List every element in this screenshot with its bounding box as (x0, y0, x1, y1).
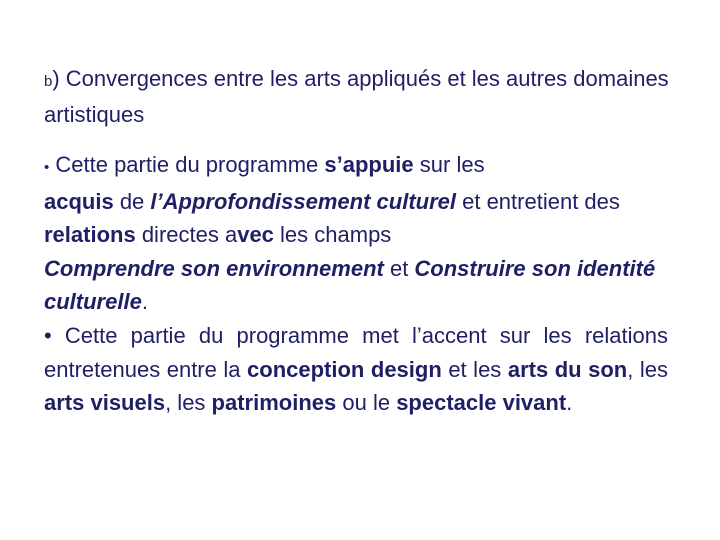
text-segment: . (141, 289, 148, 315)
emphasis-segment: acquis (44, 188, 114, 214)
text-segment: , les (627, 356, 668, 382)
text-segment: • Cette partie du programme met l’accent sur les relations entretenues entre la (44, 322, 668, 382)
emphasis-segment: s’appuie (324, 152, 414, 177)
text-segment: . (566, 390, 573, 416)
text-segment: directes a (135, 222, 238, 248)
section-heading (44, 62, 684, 131)
text-segment: et (383, 255, 415, 281)
emphasis-segment: spectacle vivant (396, 390, 567, 416)
emphasis-segment: Construire son identité culturelle (44, 255, 656, 315)
heading-text: ) Convergences entre les arts appliqués et les autres domaines artistiques (44, 66, 669, 127)
bullet-paragraph-2 (44, 319, 668, 420)
emphasis-segment: arts du son (507, 356, 628, 382)
content-body (44, 148, 668, 420)
text-segment: de (113, 188, 151, 214)
bullet-paragraph-1 (44, 148, 668, 319)
emphasis-segment: conception design (247, 356, 442, 382)
text-segment: ou le (336, 390, 397, 416)
emphasis-segment: Comprendre son environnement (44, 255, 384, 281)
heading-letter: b (44, 73, 53, 90)
text-segment: sur les (413, 152, 485, 177)
text-segment: , les (165, 390, 212, 416)
bullet-marker: • (44, 159, 50, 176)
emphasis-segment: patrimoines (211, 390, 337, 416)
emphasis-segment: relations (44, 222, 136, 248)
emphasis-segment: arts visuels (44, 390, 166, 416)
text-segment: les champs (273, 222, 392, 248)
emphasis-segment: l’Approfondissement culturel (150, 188, 456, 214)
text-segment: Cette partie du programme (49, 152, 325, 177)
emphasis-segment: vec (237, 222, 274, 248)
text-segment: et les (441, 356, 508, 382)
text-segment: et entretient des (456, 188, 620, 214)
